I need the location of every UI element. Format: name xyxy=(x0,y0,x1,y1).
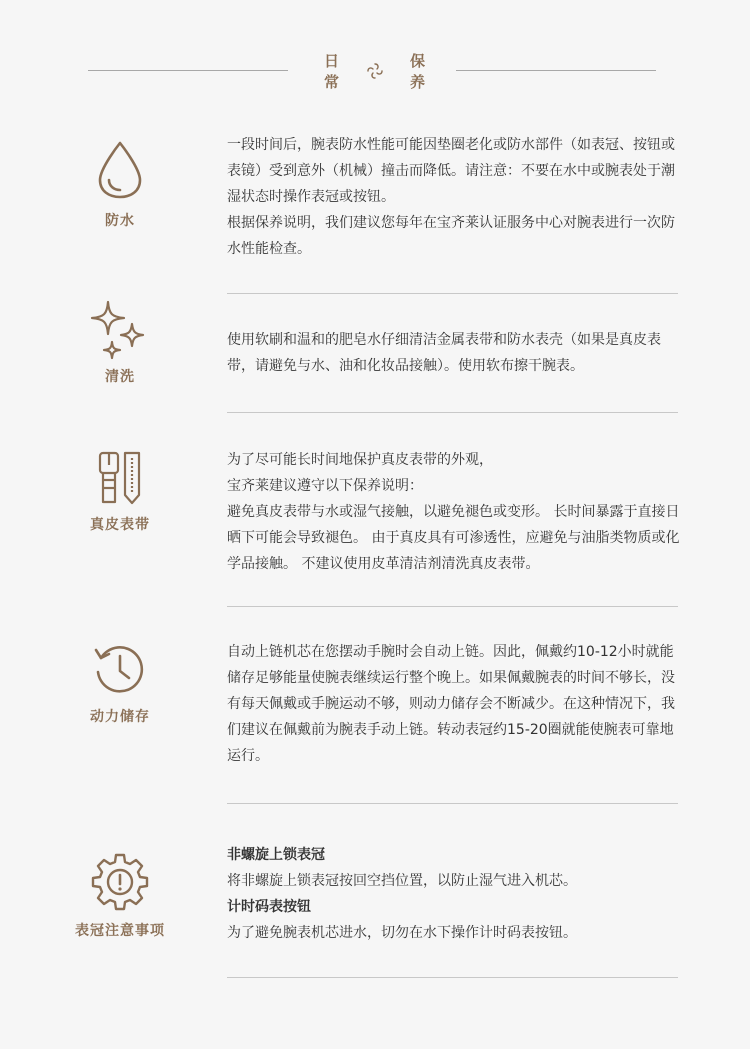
sparkle-icon xyxy=(90,300,150,364)
section-label: 动力储存 xyxy=(90,709,150,725)
cleaning-icon-group xyxy=(60,300,180,386)
header-divider-right xyxy=(456,70,656,71)
paragraph: 一段时间后，腕表防水性能可能因垫圈老化或防水部件（如表冠、按钮或表镜）受到意外（机械）撞击而降低。请注意：不要在水中或腕表处于潮湿状态时操作表冠或按钮。 xyxy=(227,137,675,205)
item-text: 为了避免腕表机芯进水，切勿在水下操作计时码表按钮。 xyxy=(227,925,577,941)
item-heading: 计时码表按钮 xyxy=(227,899,311,915)
section-text xyxy=(227,639,682,769)
paragraph: 避免真皮表带与水或湿气接触，以避免褪色或变形。 长时间暴露于直接日晒下可能会导致褪色。 由于真皮具有可渗透性，应避免与油脂类物质或化学品接触。 不建议使用皮革清洁剂清洗真皮表带。 xyxy=(227,504,680,572)
section-divider xyxy=(227,606,678,607)
title-right: 保 养 xyxy=(409,52,436,91)
page-title xyxy=(300,52,450,91)
swirl-icon xyxy=(366,62,392,81)
power-reserve-clock-icon xyxy=(92,642,148,696)
item-text: 将非螺旋上锁表冠按回空挡位置，以防止湿气进入机芯。 xyxy=(227,873,577,889)
section-label: 防水 xyxy=(105,213,135,229)
paragraph: 为了尽可能长时间地保护真皮表带的外观， xyxy=(227,452,493,468)
section-header xyxy=(0,52,750,91)
section-text xyxy=(227,447,682,577)
section-label: 表冠注意事项 xyxy=(75,923,165,939)
section-divider xyxy=(227,412,678,413)
section-text xyxy=(227,327,682,379)
section-divider xyxy=(227,977,678,978)
section-divider xyxy=(227,803,678,804)
paragraph: 使用软刷和温和的肥皂水仔细清洁金属表带和防水表壳（如果是真皮表带，请避免与水、油和化妆品接触）。使用软布擦干腕表。 xyxy=(227,332,661,374)
title-left: 日 常 xyxy=(323,52,350,91)
gear-warning-icon xyxy=(90,852,150,912)
item-heading: 非螺旋上锁表冠 xyxy=(227,847,325,863)
paragraph: 根据保养说明，我们建议您每年在宝齐莱认证服务中心对腕表进行一次防水性能检查。 xyxy=(227,215,675,257)
section-divider xyxy=(227,293,678,294)
power-reserve-icon-group xyxy=(60,642,180,726)
paragraph: 自动上链机芯在您摆动手腕时会自动上链。因此，佩戴约10-12小时就能储存足够能量使腕表继续运行整个晚上。如果佩戴腕表的时间不够长，没有每天佩戴或手腕运动不够，则动力储存会不断减少。在这种情况下，我们建议在佩戴前为腕表手动上链。转动表冠约15-20圈就能使腕表可靠地运行。 xyxy=(227,644,675,764)
leather-strap-icon xyxy=(95,450,145,506)
header-divider-left xyxy=(88,70,288,71)
section-text xyxy=(227,132,682,262)
waterproof-icon-group xyxy=(60,140,180,230)
paragraph: 宝齐莱建议遵守以下保养说明： xyxy=(227,478,423,494)
section-text xyxy=(227,842,682,946)
water-drop-icon xyxy=(95,140,145,200)
crown-notes-icon-group xyxy=(60,852,180,940)
section-label: 真皮表带 xyxy=(90,517,150,533)
section-label: 清洗 xyxy=(105,369,135,385)
leather-strap-icon-group xyxy=(60,450,180,534)
